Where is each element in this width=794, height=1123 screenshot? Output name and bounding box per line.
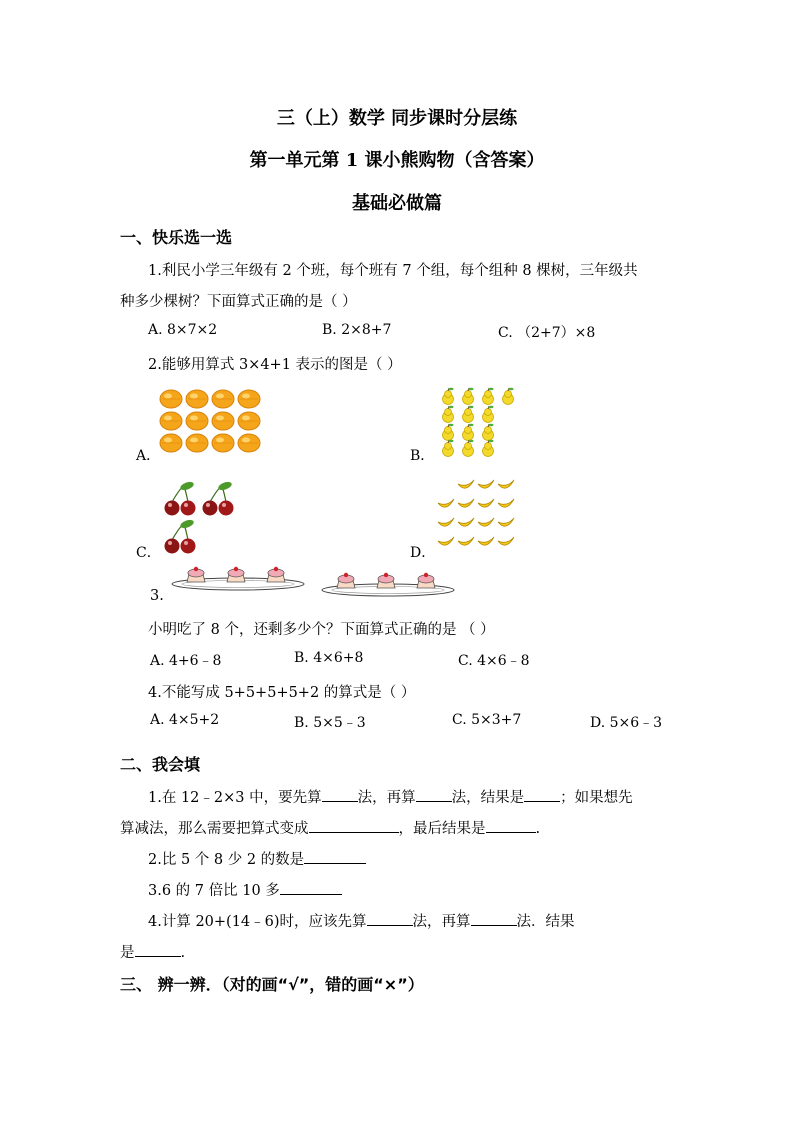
banana-icon bbox=[478, 518, 494, 526]
fill-text: 是 bbox=[120, 945, 135, 961]
question-3-number: 3. bbox=[150, 588, 164, 604]
pear-icon bbox=[463, 388, 474, 405]
pear-icon bbox=[463, 406, 474, 423]
pear-icon bbox=[463, 424, 474, 441]
question-3-option-a: A. 4+6﹣8 bbox=[150, 653, 222, 669]
answer-blank[interactable] bbox=[416, 787, 452, 802]
cake-icon bbox=[227, 567, 245, 582]
orange-icon bbox=[160, 412, 182, 430]
question-2-option-a-label: A． bbox=[136, 448, 161, 464]
question-1-option-c: C. （2+7）×8 bbox=[498, 325, 596, 341]
cake-icon bbox=[377, 573, 395, 588]
fill-text: . bbox=[535, 821, 541, 837]
pear-icon bbox=[436, 386, 522, 456]
pear-icon bbox=[503, 388, 514, 405]
fill-text: ，最后结果是 bbox=[398, 821, 486, 837]
orange-icon bbox=[212, 412, 234, 430]
question-1-option-b: B. 2×8+7 bbox=[322, 322, 392, 338]
cake-icon bbox=[417, 573, 435, 588]
fill-text: 3.6 的 7 倍比 10 多 bbox=[148, 883, 280, 899]
question-2-option-c-label: C． bbox=[136, 545, 161, 561]
banana-icon bbox=[434, 474, 518, 554]
fill-text: 1.在 12﹣2×3 中，要先算 bbox=[148, 790, 322, 806]
cherry-icon bbox=[165, 518, 196, 553]
answer-blank[interactable] bbox=[280, 880, 342, 895]
cake-plate-icon bbox=[170, 568, 470, 600]
banana-icon bbox=[458, 480, 474, 488]
cake-icon bbox=[187, 567, 205, 582]
question-1-option-a: A. 8×7×2 bbox=[148, 322, 218, 338]
pear-icon bbox=[483, 406, 494, 423]
answer-blank[interactable] bbox=[486, 818, 536, 833]
fill-text: 4.计算 20+(14﹣6)时，应该先算 bbox=[148, 914, 367, 930]
fill-question-4-line-2 bbox=[120, 941, 185, 962]
fill-question-1-line-2 bbox=[120, 817, 540, 838]
document-subtitle: 第一单元第 1 课小熊购物（含答案） bbox=[249, 150, 545, 171]
banana-icon bbox=[478, 480, 494, 488]
banana-icon bbox=[458, 518, 474, 526]
pear-icon bbox=[443, 406, 454, 423]
fill-text: ；如果想先 bbox=[560, 790, 633, 806]
question-3-option-b: B. 4×6+8 bbox=[294, 650, 364, 666]
banana-icon bbox=[438, 518, 454, 526]
pear-icon bbox=[443, 388, 454, 405]
orange-icon bbox=[212, 434, 234, 452]
pear-icon bbox=[443, 424, 454, 441]
fill-question-1-line-1 bbox=[148, 786, 633, 807]
banana-icon bbox=[498, 518, 514, 526]
banana-icon bbox=[478, 537, 494, 545]
section-heading-judge: 三、 辨一辨．（对的画“√”，错的画“×”） bbox=[120, 975, 424, 994]
banana-icon bbox=[458, 499, 474, 507]
question-4-text: 4.不能写成 5+5+5+5+2 的算式是（ ） bbox=[148, 685, 416, 701]
fill-text: 算减法，那么需要把算式变成 bbox=[120, 821, 309, 837]
fill-text: 2.比 5 个 8 少 2 的数是 bbox=[148, 852, 305, 868]
level-heading: 基础必做篇 bbox=[352, 193, 442, 214]
orange-icon bbox=[238, 412, 260, 430]
cherry-icon bbox=[160, 478, 242, 554]
banana-icon bbox=[438, 499, 454, 507]
fill-question-2 bbox=[148, 848, 366, 869]
orange-icon bbox=[238, 434, 260, 452]
pear-icon bbox=[483, 388, 494, 405]
orange-icon bbox=[160, 390, 182, 408]
answer-blank[interactable] bbox=[524, 787, 560, 802]
fill-question-4-line-1 bbox=[148, 910, 575, 931]
banana-icon bbox=[478, 499, 494, 507]
question-4-option-c: C. 5×3+7 bbox=[452, 712, 522, 728]
fill-text: 法．结果 bbox=[516, 914, 575, 930]
answer-blank[interactable] bbox=[367, 911, 413, 926]
fill-text: 法，再算 bbox=[357, 790, 416, 806]
section-heading-choose: 一、快乐选一选 bbox=[120, 228, 233, 247]
section-heading-fill: 二、我会填 bbox=[120, 755, 201, 774]
question-1-line-2: 种多少棵树？下面算式正确的是（ ） bbox=[120, 294, 357, 310]
answer-blank[interactable] bbox=[309, 818, 399, 833]
question-2-option-b-label: B． bbox=[410, 448, 435, 464]
orange-icon bbox=[212, 390, 234, 408]
question-2-option-d-label: D． bbox=[410, 545, 436, 561]
orange-icon bbox=[160, 434, 182, 452]
pear-icon bbox=[483, 424, 494, 441]
fill-question-3 bbox=[148, 879, 342, 900]
orange-icon bbox=[186, 412, 208, 430]
question-3-option-c: C. 4×6﹣8 bbox=[458, 653, 530, 669]
cherry-icon bbox=[203, 480, 234, 515]
question-1-line-1: 1.利民小学三年级有 2 个班，每个班有 7 个组，每个组种 8 棵树，三年级共 bbox=[148, 263, 638, 279]
banana-icon bbox=[458, 537, 474, 545]
question-2-text: 2.能够用算式 3×4+1 表示的图是（ ） bbox=[148, 357, 402, 373]
orange-icon bbox=[160, 388, 270, 454]
fill-text: . bbox=[180, 945, 186, 961]
cherry-icon bbox=[165, 480, 196, 515]
fill-text: 法，再算 bbox=[412, 914, 471, 930]
banana-icon bbox=[498, 537, 514, 545]
answer-blank[interactable] bbox=[322, 787, 358, 802]
cake-icon bbox=[337, 573, 355, 588]
banana-icon bbox=[498, 499, 514, 507]
question-4-option-d: D. 5×6﹣3 bbox=[590, 715, 663, 731]
pear-icon bbox=[443, 440, 454, 457]
answer-blank[interactable] bbox=[471, 911, 517, 926]
question-4-option-b: B. 5×5﹣3 bbox=[294, 715, 366, 731]
question-3-text: 小明吃了 8 个，还剩多少个？下面算式正确的是 （ ） bbox=[148, 622, 495, 638]
fill-text: 法，结果是 bbox=[451, 790, 525, 806]
cake-icon bbox=[267, 567, 285, 582]
pear-icon bbox=[483, 440, 494, 457]
answer-blank[interactable] bbox=[304, 849, 366, 864]
orange-icon bbox=[186, 434, 208, 452]
answer-blank[interactable] bbox=[135, 942, 181, 957]
orange-icon bbox=[238, 390, 260, 408]
banana-icon bbox=[498, 480, 514, 488]
orange-icon bbox=[186, 390, 208, 408]
question-4-option-a: A. 4×5+2 bbox=[150, 712, 220, 728]
document-title: 三（上）数学 同步课时分层练 bbox=[276, 108, 518, 129]
banana-icon bbox=[438, 537, 454, 545]
pear-icon bbox=[463, 440, 474, 457]
